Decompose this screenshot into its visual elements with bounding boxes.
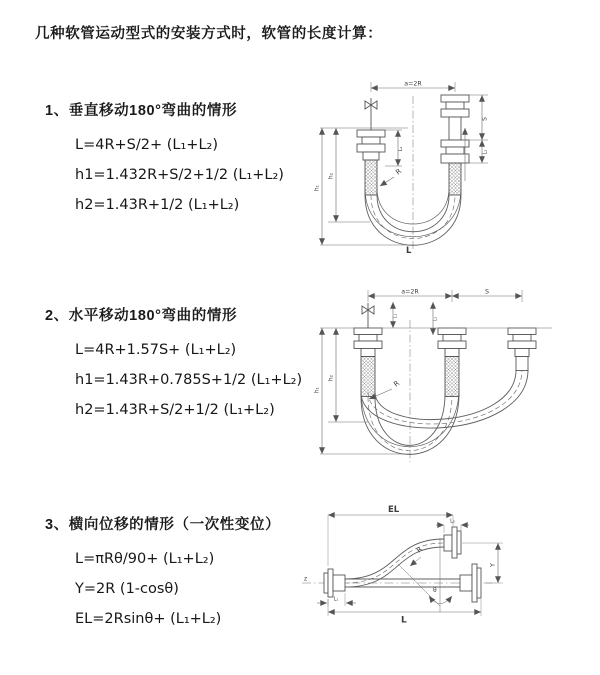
radius-leader (410, 557, 421, 566)
right-braided-hose (449, 163, 461, 195)
page-title: 几种软管运动型式的安装方式时，软管的长度计算： (35, 26, 383, 42)
dim-label-s: S (485, 288, 489, 296)
formula-y: Y=2R (1-cosθ) (75, 581, 179, 597)
formula-h2: h2=1.43R+S/2+1/2 (L₁+L₂) (75, 402, 275, 418)
section-lateral-displacement (45, 515, 280, 634)
upper-flange (444, 527, 461, 558)
angle-label: θ (433, 587, 437, 594)
dim-label-l2: L₂ (433, 316, 439, 322)
section-vertical-movement (45, 101, 284, 220)
formula-h1: h1=1.432R+S/2+1/2 (L₁+L₂) (75, 167, 284, 183)
left-braided-hose (365, 160, 377, 195)
valve-icon (365, 98, 377, 130)
dim-label-h2: h₂ (328, 173, 335, 179)
dim-label-a2r: a=2R (404, 80, 422, 88)
diagram-lateral-displacement (300, 500, 600, 645)
formula-h1: h1=1.43R+0.785S+1/2 (L₁+L₂) (75, 372, 303, 388)
radius-label: R (392, 379, 402, 389)
right-flange (460, 564, 481, 602)
diagram-vertical-180-bend (312, 76, 592, 256)
section1-heading: 1、垂直移动180°弯曲的情形 (45, 103, 238, 119)
left-flange (324, 569, 345, 597)
formula-el: EL=2Rsinθ+ (L₁+L₂) (75, 611, 222, 627)
dim-label-l: L (401, 615, 407, 626)
radius-label: R (415, 545, 425, 555)
dim-label-l1: L₁ (398, 146, 404, 152)
left-braided-hose (361, 357, 375, 397)
formula-l: L=4R+1.57S+ (L₁+L₂) (75, 342, 237, 358)
section3-heading: 3、横向位移的情形（一次性变位） (45, 517, 281, 533)
dim-label-s: S (481, 117, 489, 121)
diagram-horizontal-180-bend (312, 282, 597, 467)
middle-braided-hose (445, 357, 459, 397)
dim-label-l2: L₂ (450, 518, 455, 525)
dim-label-l2: L₂ (482, 149, 489, 155)
axis-mark-z: z (304, 575, 308, 583)
radius-leader (380, 177, 394, 186)
dim-label-l1: L₁ (333, 596, 339, 603)
s-curved-hose (345, 539, 444, 587)
formula-l: L=πRθ/90+ (L₁+L₂) (75, 551, 215, 567)
formula-h2: h2=1.43R+1/2 (L₁+L₂) (75, 197, 240, 213)
dim-label-l1: L₁ (393, 313, 399, 319)
dim-label-h2: h₂ (328, 375, 335, 381)
length-label: L (406, 246, 412, 256)
section2-heading: 2、水平移动180°弯曲的情形 (45, 308, 238, 324)
dim-label-el: EL (388, 505, 400, 515)
radius-label: R (394, 167, 404, 177)
dim-label-h1: h₁ (314, 387, 321, 393)
dim-label-y: Y (488, 563, 497, 567)
hose-u-bends (361, 370, 528, 454)
section-horizontal-movement (45, 306, 302, 425)
dim-label-a2r: a=2R (401, 288, 419, 296)
dim-label-h1: h₁ (314, 185, 321, 191)
valve-icon (362, 303, 374, 328)
left-union-fitting (357, 130, 385, 160)
formula-l: L=4R+S/2+ (L₁+L₂) (75, 137, 218, 153)
